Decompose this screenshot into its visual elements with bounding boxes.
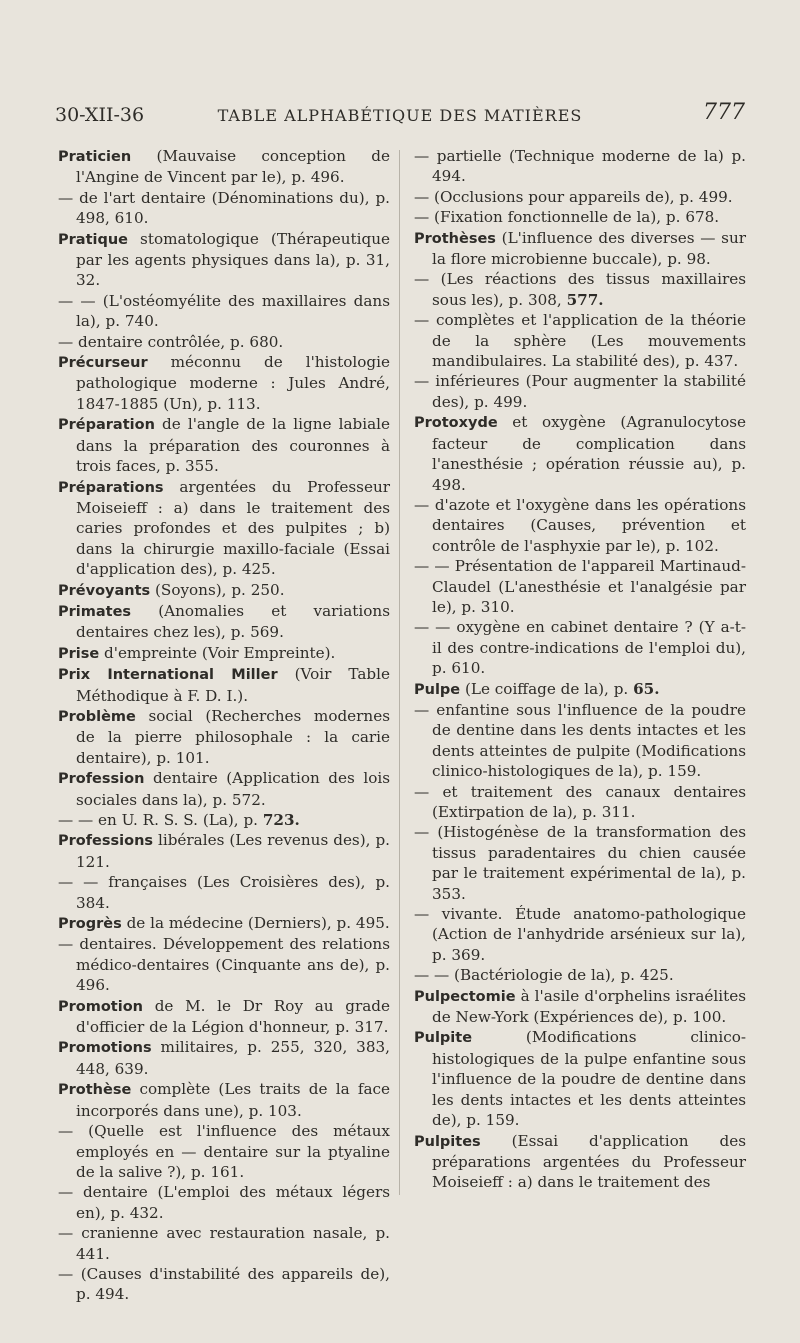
entry-text: dentaire (Application des lois sociales dans la), p. 572. bbox=[76, 769, 390, 809]
index-entry bbox=[58, 664, 390, 706]
entry-text: — — (Bactériologie de la), p. 425. bbox=[414, 966, 674, 985]
entry-headword: Prise bbox=[58, 645, 100, 662]
index-entry bbox=[58, 1182, 390, 1223]
entry-headword: Promotion bbox=[58, 998, 143, 1015]
index-entry bbox=[58, 414, 390, 476]
index-entry bbox=[58, 830, 390, 872]
index-entry bbox=[58, 810, 390, 830]
index-entry bbox=[58, 706, 390, 768]
entry-text: — de l'art dentaire (Dénominations du), p. 498, 610. bbox=[58, 188, 390, 228]
header-title: TABLE ALPHABÉTIQUE DES MATIÈRES bbox=[217, 106, 583, 125]
index-entry bbox=[414, 146, 746, 187]
entry-text: (Essai d'application des préparations argentées du Professeur Moiseieff : a) dans le traitement des bbox=[432, 1131, 746, 1192]
entry-text: — vivante. Étude anatomo-pathologique (Action de l'anhydride arsénieux sur la), p. 369. bbox=[414, 905, 746, 964]
index-entry bbox=[414, 700, 746, 782]
entry-text: — d'azote et l'oxygène dans les opérations dentaires (Causes, prévention et contrôle de l'asphyxie par le), p. 102. bbox=[414, 495, 746, 555]
entry-text: libérales (Les revenus des), p. 121. bbox=[76, 831, 390, 871]
entry-text: — complètes et l'application de la théorie de la sphère (Les mouvements mandibulaires. La stabilité des), p. 437. bbox=[414, 311, 746, 371]
index-entry bbox=[414, 679, 746, 700]
entry-text: et oxygène (Agranulocytose facteur de complication dans l'anesthésie ; opération réussie au), p. 498. bbox=[432, 413, 746, 494]
entry-headword: Prévoyants bbox=[58, 582, 151, 599]
entry-text: militaires, p. 255, 320, 383, 448, 639. bbox=[76, 1038, 390, 1078]
entry-headword: Profession bbox=[58, 771, 145, 788]
entry-text: — dentaire contrôlée, p. 680. bbox=[58, 332, 284, 351]
entry-headword: Protoxyde bbox=[414, 415, 498, 432]
entry-headword: Préparations bbox=[58, 479, 164, 496]
index-entry bbox=[414, 187, 746, 207]
entry-text: (L'influence des diverses — sur la flore microbienne buccale), p. 98. bbox=[432, 228, 746, 269]
index-entry bbox=[58, 477, 390, 580]
index-entry bbox=[58, 1264, 390, 1305]
index-entry bbox=[414, 782, 746, 823]
index-entry bbox=[414, 556, 746, 617]
entry-text: — cranienne avec restauration nasale, p. 441. bbox=[58, 1224, 390, 1263]
entry-headword: Prix International Miller bbox=[58, 667, 278, 684]
index-entry bbox=[58, 872, 390, 913]
entry-headword: Pulpectomie bbox=[414, 988, 516, 1005]
entry-headword: Professions bbox=[58, 833, 154, 850]
index-entry bbox=[58, 229, 390, 291]
entry-page-bold: 577. bbox=[566, 290, 604, 309]
index-entry bbox=[58, 188, 390, 229]
header-date: 30-XII-36 bbox=[55, 104, 145, 126]
index-entry bbox=[414, 412, 746, 495]
entry-text: d'empreinte (Voir Empreinte). bbox=[99, 643, 336, 662]
entry-text: — (Fixation fonctionnelle de la), p. 678. bbox=[414, 208, 720, 227]
entry-text: de l'angle de la ligne labiale dans la préparation des couronnes à trois faces, p. 355. bbox=[76, 415, 390, 476]
entry-headword: Progrès bbox=[58, 916, 122, 933]
index-entry bbox=[58, 1223, 390, 1264]
index-entry bbox=[414, 822, 746, 904]
entry-text: de la médecine (Derniers), p. 495. bbox=[121, 914, 390, 933]
entry-headword: Primates bbox=[58, 603, 132, 620]
entry-text: — inférieures (Pour augmenter la stabilité des), p. 499. bbox=[414, 372, 746, 411]
index-entry bbox=[58, 580, 390, 601]
entry-text: — enfantine sous l'influence de la poudre de dentine dans les dents intactes et les dents atteintes de pulpite (Modifications clinico-histologiques de la), p. 159. bbox=[414, 700, 746, 781]
index-entry bbox=[414, 904, 746, 965]
entry-headword: Préparation bbox=[58, 417, 155, 434]
running-header bbox=[55, 100, 745, 136]
entry-text: — (Les réactions des tissus maxillaires sous les), p. 308, bbox=[414, 270, 746, 309]
index-entry bbox=[58, 1079, 390, 1121]
entry-text: — (Causes d'instabilité des appareils de), p. 494. bbox=[58, 1264, 390, 1304]
index-entry bbox=[58, 934, 390, 995]
index-entry bbox=[58, 601, 390, 643]
index-entry bbox=[58, 913, 390, 934]
index-entry bbox=[414, 310, 746, 371]
index-column-right bbox=[414, 146, 746, 1193]
index-entry bbox=[58, 146, 390, 188]
index-column-left bbox=[58, 146, 390, 1305]
entry-headword: Précurseur bbox=[58, 355, 148, 372]
index-entry bbox=[58, 1037, 390, 1079]
entry-text: — — oxygène en cabinet dentaire ? (Y a-t-il des contre-indications de l'emploi du), p. 610. bbox=[414, 618, 746, 678]
index-entry bbox=[414, 617, 746, 678]
column-divider bbox=[399, 150, 400, 1195]
entry-text: à l'asile d'orphelins israélites de New-York (Expériences de), p. 100. bbox=[432, 986, 746, 1027]
index-entry bbox=[58, 1121, 390, 1182]
entry-text: stomatologique (Thérapeutique par les agents physiques dans la), p. 31, 32. bbox=[76, 229, 390, 290]
entry-text: méconnu de l'histologie pathologique moderne : Jules André, 1847-1885 (Un), p. 113. bbox=[76, 353, 390, 413]
index-entry bbox=[414, 986, 746, 1028]
index-entry bbox=[58, 332, 390, 352]
index-entry bbox=[58, 768, 390, 810]
index-entry bbox=[414, 269, 746, 310]
entry-headword: Pulpe bbox=[414, 681, 461, 698]
index-entry bbox=[58, 291, 390, 332]
entry-text: — dentaire (L'emploi des métaux légers en), p. 432. bbox=[58, 1183, 390, 1222]
index-entry bbox=[58, 352, 390, 414]
index-entry bbox=[414, 207, 746, 227]
entry-text: (Voir Table Méthodique à F. D. I.). bbox=[76, 665, 390, 705]
entry-text: — et traitement des canaux dentaires (Extirpation de la), p. 311. bbox=[414, 782, 746, 821]
index-entry bbox=[58, 643, 390, 664]
entry-text: (Anomalies et variations dentaires chez les), p. 569. bbox=[76, 601, 390, 642]
index-entry bbox=[414, 965, 746, 985]
entry-headword: Pulpites bbox=[414, 1133, 481, 1150]
entry-text: — — françaises (Les Croisières des), p. 384. bbox=[58, 873, 390, 912]
entry-text: — — (L'ostéomyélite des maxillaires dans la), p. 740. bbox=[58, 291, 390, 331]
entry-text: — partielle (Technique moderne de la) p. 494. bbox=[414, 147, 746, 186]
entry-text: — (Histogénèse de la transformation des tissus paradentaires du chien causée par le traitement expérimental de la), p. 353. bbox=[414, 823, 746, 903]
entry-text: de M. le Dr Roy au grade d'officier de la Légion d'honneur, p. 317. bbox=[76, 996, 390, 1037]
index-entry bbox=[414, 1131, 746, 1193]
entry-headword: Pratique bbox=[58, 231, 129, 248]
entry-text: argentées du Professeur Moiseieff : a) dans le traitement des caries profondes et des pulpites ; b) dans la chirurgie maxillo-faciale (Essai d'application des), p. 425. bbox=[76, 477, 390, 579]
entry-headword: Pulpite bbox=[414, 1030, 473, 1047]
entry-page-bold: 723. bbox=[262, 811, 300, 829]
entry-text: (Modifications clinico-histologiques de la pulpe enfantine sous l'influence de la poudre de dentine dans les dents intactes et les dents atteintes de), p. 159. bbox=[432, 1028, 746, 1130]
entry-text: (Soyons), p. 250. bbox=[150, 580, 285, 599]
index-entry bbox=[414, 495, 746, 556]
entry-text: complète (Les traits de la face incorporés dans une), p. 103. bbox=[76, 1080, 390, 1120]
index-entry bbox=[58, 996, 390, 1038]
entry-headword: Praticien bbox=[58, 149, 132, 165]
index-entry bbox=[414, 1027, 746, 1130]
index-entry bbox=[414, 371, 746, 412]
entry-text: (Mauvaise conception de l'Angine de Vincent par le), p. 496. bbox=[76, 147, 390, 187]
index-entry bbox=[414, 228, 746, 270]
page-number: 777 bbox=[703, 100, 745, 125]
entry-text: (Le coiffage de la), p. bbox=[460, 679, 634, 698]
entry-text: — — Présentation de l'appareil Martinaud-Claudel (L'anesthésie et l'analgésie par le), p. 310. bbox=[414, 557, 746, 616]
entry-headword: Problème bbox=[58, 708, 136, 725]
entry-text: — (Occlusions pour appareils de), p. 499. bbox=[414, 187, 733, 206]
entry-text: — — en U. R. S. S. (La), p. bbox=[58, 811, 263, 829]
entry-text: — (Quelle est l'influence des métaux employés en — dentaire sur la ptyaline de la salive ?), p. 161. bbox=[58, 1122, 390, 1181]
entry-text: — dentaires. Développement des relations médico-dentaires (Cinquante ans de), p. 496. bbox=[58, 935, 390, 995]
entry-text: social (Recherches modernes de la pierre philosophale : la carie dentaire), p. 101. bbox=[76, 706, 390, 767]
entry-headword: Promotions bbox=[58, 1040, 152, 1057]
entry-headword: Prothèses bbox=[414, 230, 496, 247]
entry-page-bold: 65. bbox=[633, 679, 660, 698]
entry-headword: Prothèse bbox=[58, 1082, 132, 1099]
